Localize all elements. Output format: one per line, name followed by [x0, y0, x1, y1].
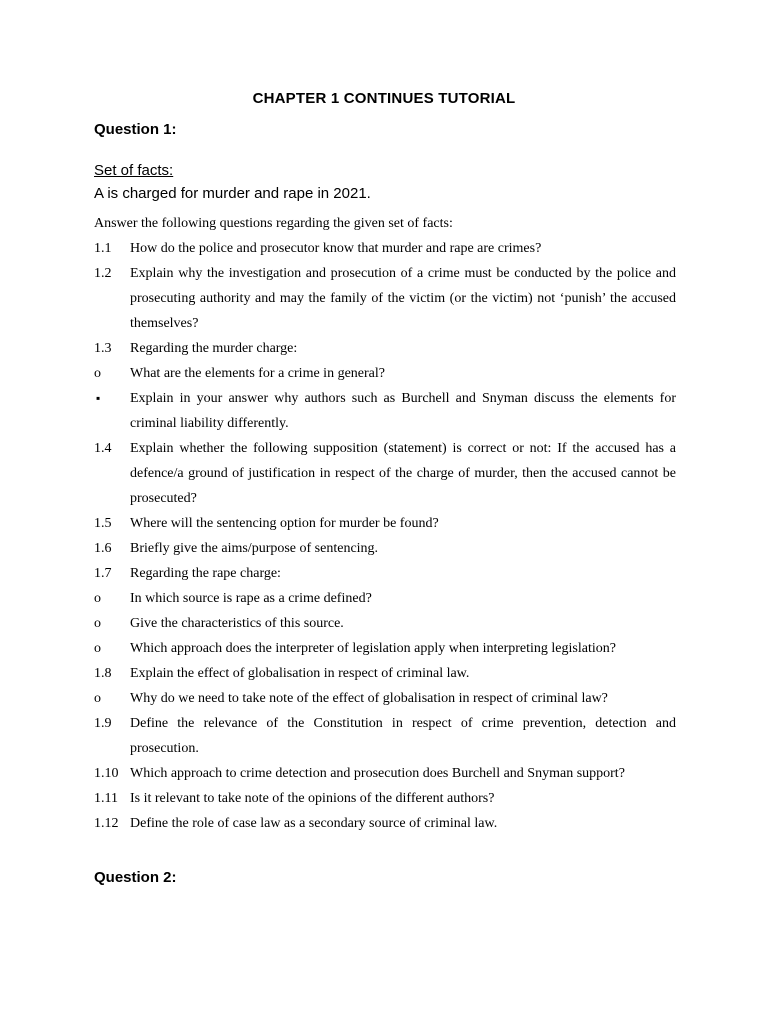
item-number: 1.4 — [94, 441, 112, 456]
list-item — [94, 261, 676, 336]
list-item — [94, 336, 676, 361]
bullet-marker: o — [94, 691, 101, 706]
list-item — [94, 711, 676, 761]
item-text: Explain whether the following supposition (statement) is correct or not: If the accused has a defence/a ground of justification in respect of the charge of murder, then the accused cannot be prosecuted? — [130, 441, 676, 506]
list-item — [94, 636, 676, 661]
facts-text: A is charged for murder and rape in 2021. — [94, 185, 371, 202]
item-number: 1.8 — [94, 666, 112, 681]
item-text: Explain why the investigation and prosecution of a crime must be conducted by the police and prosecuting authority and may the family of the victim (or the victim) not ‘punish’ the accused themselves? — [130, 266, 676, 331]
bullet-marker: o — [94, 591, 101, 606]
item-number: 1.3 — [94, 341, 112, 356]
page-title: CHAPTER 1 CONTINUES TUTORIAL — [252, 90, 516, 107]
item-text: Which approach to crime detection and prosecution does Burchell and Snyman support? — [130, 766, 625, 781]
item-number: 1.5 — [94, 516, 112, 531]
list-item — [94, 786, 676, 811]
item-number: 1.7 — [94, 566, 112, 581]
item-number: 1.12 — [94, 816, 119, 831]
list-item — [94, 686, 676, 711]
item-text: Where will the sentencing option for murder be found? — [130, 516, 439, 531]
list-item — [94, 761, 676, 786]
item-number: 1.1 — [94, 241, 112, 256]
item-text: Define the relevance of the Constitution in respect of crime prevention, detection and prosecution. — [130, 716, 676, 756]
bullet-marker: o — [94, 641, 101, 656]
list-item — [94, 611, 676, 636]
item-text: Explain in your answer why authors such as Burchell and Snyman discuss the elements for criminal liability differently. — [130, 391, 676, 431]
square-bullet-marker: ▪ — [96, 391, 101, 405]
item-text: Regarding the murder charge: — [130, 341, 298, 356]
bullet-marker: o — [94, 616, 101, 631]
question-1-heading: Question 1: — [94, 121, 177, 138]
item-number: 1.10 — [94, 766, 119, 781]
item-text: Why do we need to take note of the effect of globalisation in respect of criminal law? — [130, 691, 608, 706]
item-text: Which approach does the interpreter of legislation apply when interpreting legislation? — [130, 641, 616, 656]
list-item — [94, 236, 676, 261]
item-text: Give the characteristics of this source. — [130, 616, 344, 631]
questions-intro: Answer the following questions regarding the given set of facts: — [94, 216, 453, 231]
item-text: Is it relevant to take note of the opinions of the different authors? — [130, 791, 495, 806]
list-item — [94, 386, 676, 436]
item-text: What are the elements for a crime in general? — [130, 366, 385, 381]
item-number: 1.9 — [94, 716, 112, 731]
list-item — [94, 436, 676, 511]
list-item — [94, 661, 676, 686]
item-text: Define the role of case law as a secondary source of criminal law. — [130, 816, 498, 831]
item-text: How do the police and prosecutor know that murder and rape are crimes? — [130, 241, 542, 256]
question-list — [94, 236, 676, 836]
item-number: 1.2 — [94, 266, 112, 281]
list-item — [94, 811, 676, 836]
item-text: Regarding the rape charge: — [130, 566, 281, 581]
bullet-marker: o — [94, 366, 101, 381]
list-item — [94, 536, 676, 561]
item-text: In which source is rape as a crime defined? — [130, 591, 372, 606]
list-item — [94, 511, 676, 536]
list-item — [94, 586, 676, 611]
question-2-heading: Question 2: — [94, 869, 177, 886]
list-item — [94, 361, 676, 386]
list-item — [94, 561, 676, 586]
item-number: 1.11 — [94, 791, 118, 806]
facts-label: Set of facts: — [94, 162, 174, 179]
item-text: Explain the effect of globalisation in respect of criminal law. — [130, 666, 470, 681]
item-number: 1.6 — [94, 541, 112, 556]
item-text: Briefly give the aims/purpose of sentencing. — [130, 541, 379, 556]
